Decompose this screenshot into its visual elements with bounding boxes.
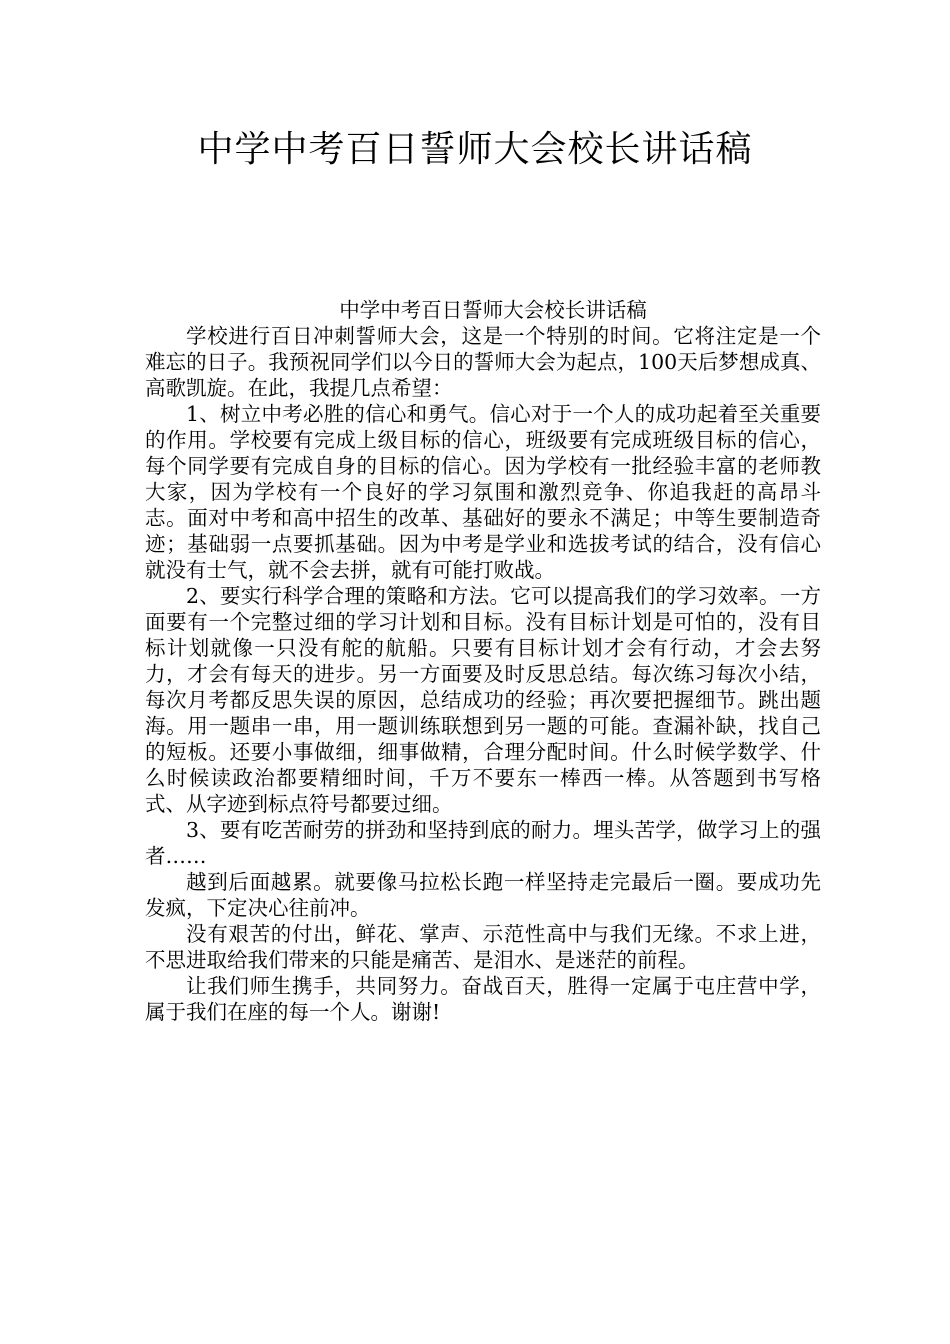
paragraph-closing: 让我们师生携手，共同努力。奋战百天，胜得一定属于屯庄营中学，属于我们在座的每一个人。谢谢! [145, 974, 821, 1024]
paragraph-point-2: 2、要实行科学合理的策略和方法。它可以提高我们的学习效率。一方面要有一个完整过细的学习计划和目标。没有目标计划是可怕的，没有目标计划就像一只没有舵的航船。只要有目标计划才会有行动，才会去努力，才会有每天的进步。另一方面要及时反思总结。每次练习每次小结，每次月考都反思失误的原因，总结成功的经验；再次要把握细节。跳出题海。用一题串一串，用一题训练联想到另一题的可能。查漏补缺，找自己的短板。还要小事做细，细事做精，合理分配时间。什么时候学数学、什么时候读政治都要精细时间，千万不要东一棒西一棒。从答题到书写格式、从字迹到标点符号都要过细。 [145, 584, 821, 816]
page-title: 中学中考百日誓师大会校长讲话稿 [197, 129, 753, 170]
paragraph-intro: 学校进行百日冲刺誓师大会，这是一个特别的时间。它将注定是一个难忘的日子。我预祝同学们以今日的誓师大会为起点，100天后梦想成真、高歌凯旋。在此，我提几点希望： [145, 324, 821, 400]
paragraph-point-1: 1、树立中考必胜的信心和勇气。信心对于一个人的成功起着至关重要的作用。学校要有完成上级目标的信心，班级要有完成班级目标的信心，每个同学要有完成自身的目标的信心。因为学校有一批经验丰富的老师教大家，因为学校有一个良好的学习氛围和激烈竞争、你追我赶的高昂斗志。面对中考和高中招生的改革、基础好的要永不满足；中等生要制造奇迹；基础弱一点要抓基础。因为中考是学业和选拔考试的结合，没有信心就没有士气，就不会去拼，就有可能打败战。 [145, 402, 821, 582]
paragraph-point-3: 3、要有吃苦耐劳的拼劲和坚持到底的耐力。埋头苦学，做学习上的强者…… [145, 818, 821, 868]
document-subtitle: 中学中考百日誓师大会校长讲话稿 [339, 298, 647, 322]
paragraph-persist: 越到后面越累。就要像马拉松长跑一样坚持走完最后一圈。要成功先发疯，下定决心往前冲。 [145, 870, 821, 920]
paragraph-effort: 没有艰苦的付出，鲜花、掌声、示范性高中与我们无缘。不求上进，不思进取给我们带来的只能是痛苦、是泪水、是迷茫的前程。 [145, 922, 821, 972]
document-body [145, 297, 821, 1025]
